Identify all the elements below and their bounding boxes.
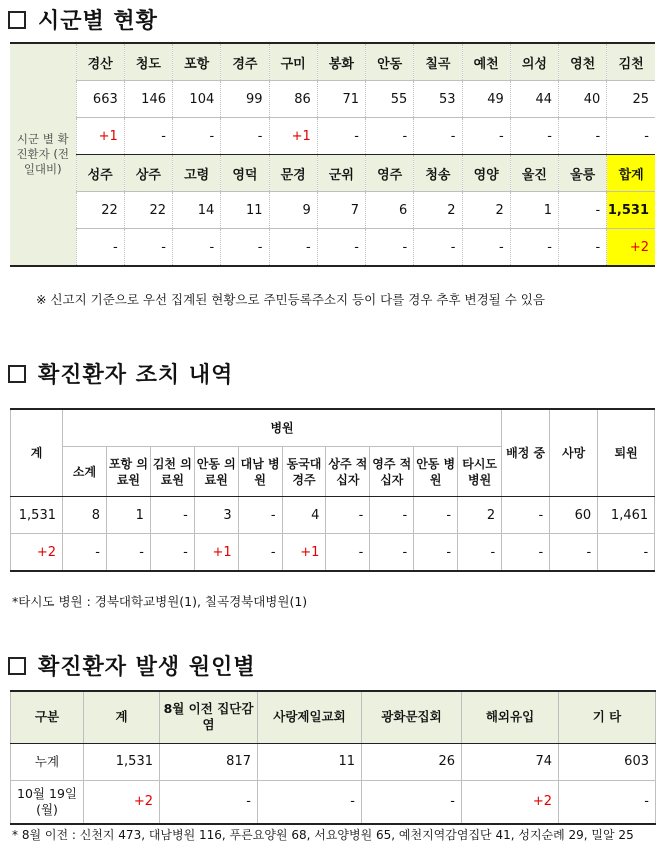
city-header: 구미: [269, 43, 317, 81]
hospital-subheader: 안동 병원: [414, 447, 458, 497]
city-status-table: [10, 42, 655, 267]
city-count: 663: [76, 81, 124, 118]
city-count: 1: [510, 192, 558, 229]
hospital-subheader: 포항 의료원: [107, 447, 151, 497]
city-delta: -: [366, 229, 414, 267]
cause-value: -: [559, 780, 656, 824]
city-header: 영덕: [221, 155, 269, 192]
measure-count: -: [326, 497, 370, 534]
city-count: 7: [317, 192, 365, 229]
city-header: 안동: [366, 43, 414, 81]
city-count: 86: [269, 81, 317, 118]
header-total: 계: [11, 409, 63, 497]
city-header: 영천: [559, 43, 607, 81]
city-delta: -: [462, 118, 510, 155]
city-delta: -: [317, 118, 365, 155]
city-header: 군위: [317, 155, 365, 192]
cause-value: -: [258, 780, 362, 824]
city-header: 상주: [124, 155, 172, 192]
city-count: 22: [76, 192, 124, 229]
city-header: 포항: [173, 43, 221, 81]
hospital-subheader: 김천 의료원: [150, 447, 194, 497]
total-city-delta: +2: [607, 229, 655, 267]
city-header: 성주: [76, 155, 124, 192]
cause-header: 해외유입: [462, 691, 559, 743]
measure-count: 60: [550, 497, 598, 534]
city-delta: -: [221, 118, 269, 155]
measure-delta: +2: [11, 534, 63, 572]
infection-causes-table: [10, 690, 656, 825]
city-delta: -: [607, 118, 655, 155]
total-city-count: 1,531: [607, 192, 655, 229]
city-header: 예천: [462, 43, 510, 81]
patient-measures-table: [10, 408, 655, 572]
city-count: 49: [462, 81, 510, 118]
cause-header: 광화문집회: [362, 691, 462, 743]
cause-value: 11: [258, 743, 362, 780]
city-delta: -: [366, 118, 414, 155]
measure-delta: -: [107, 534, 151, 572]
city-count: 25: [607, 81, 655, 118]
measure-count: 8: [63, 497, 107, 534]
cause-header: 기 타: [559, 691, 656, 743]
measure-count: -: [502, 497, 550, 534]
total-city-header: 합계: [607, 155, 655, 192]
measure-count: -: [150, 497, 194, 534]
city-header: 경주: [221, 43, 269, 81]
hospital-subheader: 소계: [63, 447, 107, 497]
measure-delta: -: [550, 534, 598, 572]
checkbox-square-icon: [8, 11, 26, 29]
city-header: 칠곡: [414, 43, 462, 81]
city-count: 146: [124, 81, 172, 118]
section-title-infection-causes: 확진환자 발생 원인별: [8, 650, 256, 681]
measure-count: -: [414, 497, 458, 534]
city-count: 11: [221, 192, 269, 229]
city-delta: +1: [76, 118, 124, 155]
row-label: 10월 19일 (월): [11, 780, 84, 824]
cause-header: 8월 이전 집단감염: [160, 691, 258, 743]
city-delta: -: [269, 229, 317, 267]
measure-count: 4: [282, 497, 326, 534]
hospital-subheader: 상주 적십자: [326, 447, 370, 497]
city-delta: -: [414, 118, 462, 155]
city-header: 영양: [462, 155, 510, 192]
cause-header: 구분: [11, 691, 84, 743]
cause-value: 1,531: [84, 743, 160, 780]
city-header: 김천: [607, 43, 655, 81]
city-header: 울릉: [559, 155, 607, 192]
measure-delta: -: [326, 534, 370, 572]
measure-count: -: [370, 497, 414, 534]
city-count: 55: [366, 81, 414, 118]
city-delta: -: [124, 118, 172, 155]
city-delta: -: [559, 118, 607, 155]
header-assigning: 배정 중: [502, 409, 550, 497]
city-count: 22: [124, 192, 172, 229]
cause-header: 사랑제일교회: [258, 691, 362, 743]
cause-value: +2: [84, 780, 160, 824]
other-province-hospital-note: *타시도 병원 : 경북대학교병원(1), 칠곡경북대병원(1): [12, 594, 308, 609]
city-header: 경산: [76, 43, 124, 81]
measure-delta: -: [502, 534, 550, 572]
measure-count: 2: [458, 497, 502, 534]
measure-delta: -: [238, 534, 282, 572]
hospital-subheader: 안동 의료원: [194, 447, 238, 497]
city-count: 71: [317, 81, 365, 118]
city-count: 14: [173, 192, 221, 229]
city-count: 2: [414, 192, 462, 229]
city-delta: +1: [269, 118, 317, 155]
city-header: 문경: [269, 155, 317, 192]
measure-delta: +1: [194, 534, 238, 572]
hospital-subheader: 타시도 병원: [458, 447, 502, 497]
city-delta: -: [317, 229, 365, 267]
cause-value: 26: [362, 743, 462, 780]
city-delta: -: [559, 229, 607, 267]
pre-august-clusters-note: * 8월 이전 : 신천지 473, 대남병원 116, 푸른요양원 68, 서요양병원 65, 예천지역감염집단 41, 성지순례 29, 밀알 25: [12, 828, 634, 842]
city-count: 2: [462, 192, 510, 229]
hospital-subheader: 동국대 경주: [282, 447, 326, 497]
header-discharge: 퇴원: [598, 409, 655, 497]
city-status-note: ※ 신고지 기준으로 우선 집계된 현황으로 주민등록주소지 등이 다를 경우 추후 변경될 수 있음: [36, 292, 545, 307]
city-delta: -: [124, 229, 172, 267]
measure-count: -: [238, 497, 282, 534]
measure-count: 1,531: [11, 497, 63, 534]
section-title-city-status: 시군별 현황: [8, 4, 158, 35]
section-title-patient-measures: 확진환자 조치 내역: [8, 358, 233, 389]
measure-delta: -: [414, 534, 458, 572]
city-header: 청도: [124, 43, 172, 81]
cause-header: 계: [84, 691, 160, 743]
city-delta: -: [173, 118, 221, 155]
header-hospital: 병원: [63, 409, 502, 447]
measure-delta: -: [598, 534, 655, 572]
measure-delta: -: [63, 534, 107, 572]
city-header: 울진: [510, 155, 558, 192]
checkbox-square-icon: [8, 657, 26, 675]
city-header: 의성: [510, 43, 558, 81]
city-count: 6: [366, 192, 414, 229]
checkbox-square-icon: [8, 365, 26, 383]
measure-delta: -: [458, 534, 502, 572]
city-delta: -: [510, 229, 558, 267]
city-count: 99: [221, 81, 269, 118]
measure-count: 1,461: [598, 497, 655, 534]
cause-value: -: [362, 780, 462, 824]
cause-value: 817: [160, 743, 258, 780]
city-count: 9: [269, 192, 317, 229]
city-delta: -: [414, 229, 462, 267]
header-death: 사망: [550, 409, 598, 497]
city-header: 청송: [414, 155, 462, 192]
city-count: 44: [510, 81, 558, 118]
measure-delta: +1: [282, 534, 326, 572]
measure-count: 1: [107, 497, 151, 534]
city-count: 40: [559, 81, 607, 118]
city-delta: -: [462, 229, 510, 267]
cause-value: 603: [559, 743, 656, 780]
city-count: 53: [414, 81, 462, 118]
hospital-subheader: 영주 적십자: [370, 447, 414, 497]
row-label: 시군 별 확진환자 (전일대비): [10, 43, 76, 266]
city-count: -: [559, 192, 607, 229]
city-header: 영주: [366, 155, 414, 192]
city-delta: -: [173, 229, 221, 267]
measure-delta: -: [370, 534, 414, 572]
city-header: 봉화: [317, 43, 365, 81]
city-delta: -: [221, 229, 269, 267]
city-delta: -: [510, 118, 558, 155]
cause-value: 74: [462, 743, 559, 780]
row-label: 누계: [11, 743, 84, 780]
city-count: 104: [173, 81, 221, 118]
city-header: 고령: [173, 155, 221, 192]
measure-delta: -: [150, 534, 194, 572]
hospital-subheader: 대남 병원: [238, 447, 282, 497]
cause-value: +2: [462, 780, 559, 824]
measure-count: 3: [194, 497, 238, 534]
city-delta: -: [76, 229, 124, 267]
cause-value: -: [160, 780, 258, 824]
